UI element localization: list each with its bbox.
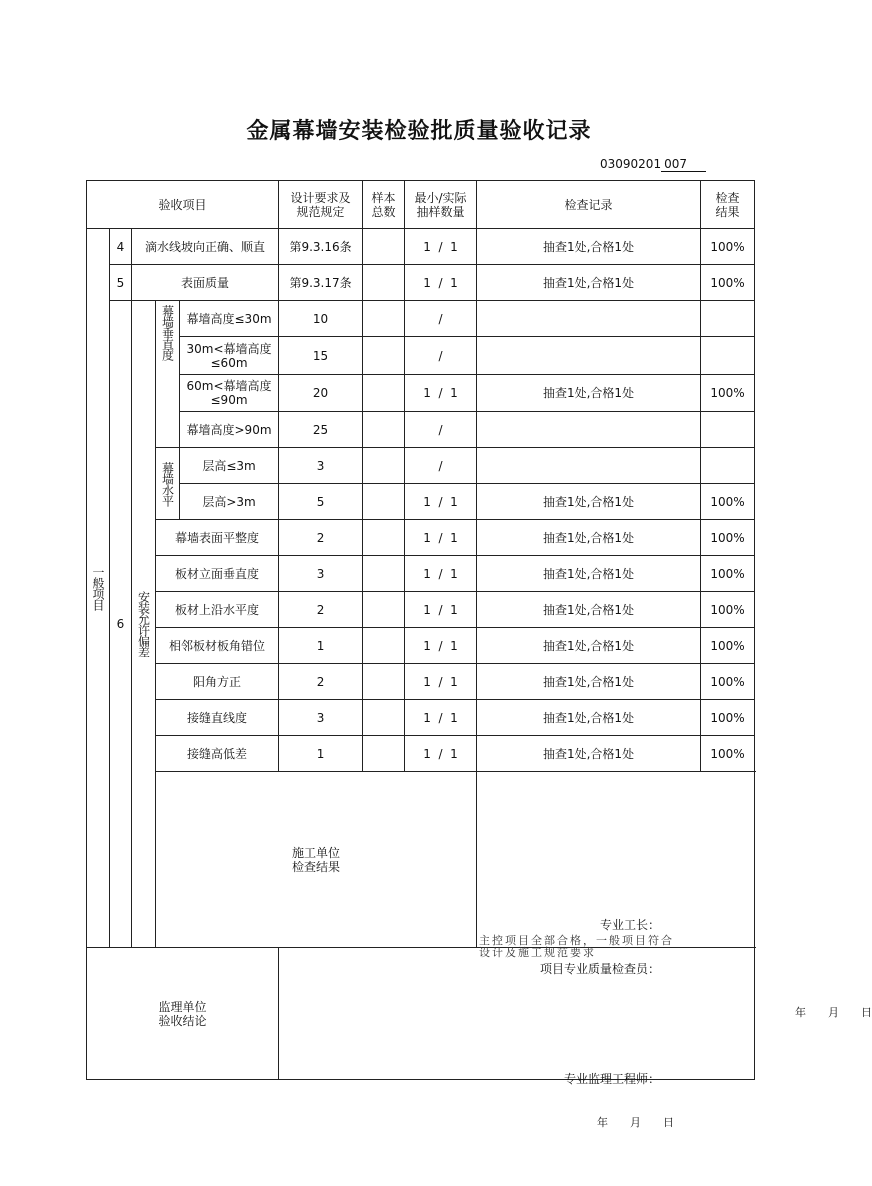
result-cell: 100% — [701, 375, 755, 412]
record-cell — [477, 448, 701, 484]
construction-conclusion: 主控项目全部合格，一般项目符合 设计及施工规范要求 — [479, 933, 675, 959]
item-name: 接缝直线度 — [156, 700, 279, 736]
sample-total-cell — [363, 592, 405, 628]
item-name: 幕墙高度≤30m — [180, 301, 279, 337]
sample-total-cell — [363, 700, 405, 736]
design-cell: 2 — [279, 520, 363, 556]
result-cell — [701, 448, 755, 484]
result-cell: 100% — [701, 700, 755, 736]
sample-count-cell: 1 / 1 — [405, 520, 477, 556]
result-cell — [701, 301, 755, 337]
sample-total-cell — [363, 628, 405, 664]
sample-count-cell: 1 / 1 — [405, 628, 477, 664]
item-name: 接缝高低差 — [156, 736, 279, 772]
result-cell: 100% — [701, 556, 755, 592]
sample-count-cell: 1 / 1 — [405, 556, 477, 592]
form-code-suffix: 007 — [661, 157, 706, 172]
design-cell: 1 — [279, 736, 363, 772]
result-cell: 100% — [701, 736, 755, 772]
sample-count-cell: 1 / 1 — [405, 736, 477, 772]
sample-total-cell — [363, 484, 405, 520]
sample-total-cell — [363, 375, 405, 412]
record-cell: 抽查1处,合格1处 — [477, 375, 701, 412]
sample-total-cell — [363, 448, 405, 484]
table-row — [87, 375, 755, 412]
level-group-label: 幕墙水平 — [156, 448, 180, 520]
inspector-label: 项目专业质量检查员： — [540, 961, 661, 976]
result-cell: 100% — [701, 265, 755, 301]
result-cell: 100% — [701, 229, 755, 265]
item-name: 板材立面垂直度 — [156, 556, 279, 592]
sample-count-cell: 1 / 1 — [405, 592, 477, 628]
result-cell: 100% — [701, 520, 755, 556]
record-cell: 抽查1处,合格1处 — [477, 628, 701, 664]
header-min-actual: 最小/实际 抽样数量 — [405, 181, 477, 229]
construction-label: 施工单位 检查结果 — [156, 772, 477, 948]
record-cell: 抽查1处,合格1处 — [477, 556, 701, 592]
design-cell: 15 — [279, 337, 363, 375]
sample-count-cell: 1 / 1 — [405, 700, 477, 736]
page-title: 金属幕墙安装检验批质量验收记录 — [246, 118, 592, 144]
sample-count-cell: 1 / 1 — [405, 265, 477, 301]
table-row — [87, 772, 755, 948]
vertical-group-label: 幕墙垂直度 — [156, 301, 180, 448]
header-design: 设计要求及 规范规定 — [279, 181, 363, 229]
sample-total-cell — [363, 520, 405, 556]
engineer-label: 专业监理工程师： — [564, 1071, 661, 1086]
result-cell: 100% — [701, 664, 755, 700]
design-cell: 25 — [279, 412, 363, 448]
record-cell: 抽查1处,合格1处 — [477, 700, 701, 736]
sample-count-cell: / — [405, 412, 477, 448]
supervision-label: 监理单位 验收结论 — [87, 948, 279, 1080]
record-cell: 抽查1处,合格1处 — [477, 484, 701, 520]
design-cell: 10 — [279, 301, 363, 337]
sample-total-cell — [363, 301, 405, 337]
header-result: 检查 结果 — [701, 181, 755, 229]
item-name: 30m<幕墙高度≤60m — [180, 337, 279, 375]
header-item: 验收项目 — [87, 181, 279, 229]
item-name: 幕墙高度>90m — [180, 412, 279, 448]
record-cell — [477, 412, 701, 448]
sample-total-cell — [363, 265, 405, 301]
sample-count-cell: / — [405, 301, 477, 337]
result-cell — [701, 412, 755, 448]
item-no: 4 — [110, 229, 132, 265]
construction-content — [477, 772, 872, 1019]
construction-date: 年 月 日 — [795, 1005, 872, 1019]
table-row — [87, 265, 755, 301]
sample-total-cell — [363, 412, 405, 448]
sample-count-cell: / — [405, 337, 477, 375]
table-row — [87, 556, 755, 592]
record-cell: 抽查1处,合格1处 — [477, 265, 701, 301]
sample-count-cell: 1 / 1 — [405, 229, 477, 265]
table-row — [87, 628, 755, 664]
item-name: 幕墙表面平整度 — [156, 520, 279, 556]
table-row — [87, 337, 755, 375]
design-cell: 3 — [279, 700, 363, 736]
header-row — [87, 181, 755, 229]
record-cell: 抽查1处,合格1处 — [477, 736, 701, 772]
table-row — [87, 412, 755, 448]
table-row — [87, 301, 755, 337]
general-items-label: 一般项目 — [87, 229, 110, 948]
record-cell: 抽查1处,合格1处 — [477, 229, 701, 265]
item-name: 表面质量 — [132, 265, 279, 301]
sample-total-cell — [363, 736, 405, 772]
table-row — [87, 736, 755, 772]
design-cell: 5 — [279, 484, 363, 520]
sample-total-cell — [363, 556, 405, 592]
record-cell: 抽查1处,合格1处 — [477, 520, 701, 556]
result-cell: 100% — [701, 592, 755, 628]
result-cell: 100% — [701, 484, 755, 520]
item-name: 阳角方正 — [156, 664, 279, 700]
table-row — [87, 229, 755, 265]
table-row — [87, 664, 755, 700]
sample-total-cell — [363, 664, 405, 700]
table-row — [87, 592, 755, 628]
design-cell: 2 — [279, 664, 363, 700]
item-name: 60m<幕墙高度≤90m — [180, 375, 279, 412]
sample-count-cell: / — [405, 448, 477, 484]
sample-count-cell: 1 / 1 — [405, 664, 477, 700]
design-cell: 2 — [279, 592, 363, 628]
header-sample-total: 样本 总数 — [363, 181, 405, 229]
item-name: 层高≤3m — [180, 448, 279, 484]
record-cell: 抽查1处,合格1处 — [477, 664, 701, 700]
record-cell: 抽查1处,合格1处 — [477, 592, 701, 628]
header-record: 检查记录 — [477, 181, 701, 229]
tolerance-group-label: 安装允许偏差 — [132, 301, 156, 948]
record-cell — [477, 301, 701, 337]
record-cell — [477, 337, 701, 375]
sample-count-cell: 1 / 1 — [405, 375, 477, 412]
supervision-date: 年 月 日 — [597, 1115, 675, 1129]
design-cell: 1 — [279, 628, 363, 664]
result-cell — [701, 337, 755, 375]
sample-total-cell — [363, 337, 405, 375]
item-name: 板材上沿水平度 — [156, 592, 279, 628]
result-cell: 100% — [701, 628, 755, 664]
form-code: 03090201 007 — [600, 157, 706, 172]
supervision-content — [279, 948, 755, 1129]
table-row — [87, 484, 755, 520]
design-cell: 3 — [279, 448, 363, 484]
sample-count-cell: 1 / 1 — [405, 484, 477, 520]
foreman-label: 专业工长： — [600, 917, 661, 932]
design-cell: 第9.3.16条 — [279, 229, 363, 265]
item-name: 滴水线坡向正确、顺直 — [132, 229, 279, 265]
sample-total-cell — [363, 229, 405, 265]
table-row — [87, 520, 755, 556]
inspection-table — [86, 180, 872, 1129]
table-row — [87, 700, 755, 736]
item-name: 层高>3m — [180, 484, 279, 520]
design-cell: 第9.3.17条 — [279, 265, 363, 301]
item-no: 6 — [110, 301, 132, 948]
table-row — [87, 448, 755, 484]
item-name: 相邻板材板角错位 — [156, 628, 279, 664]
design-cell: 3 — [279, 556, 363, 592]
design-cell: 20 — [279, 375, 363, 412]
item-no: 5 — [110, 265, 132, 301]
